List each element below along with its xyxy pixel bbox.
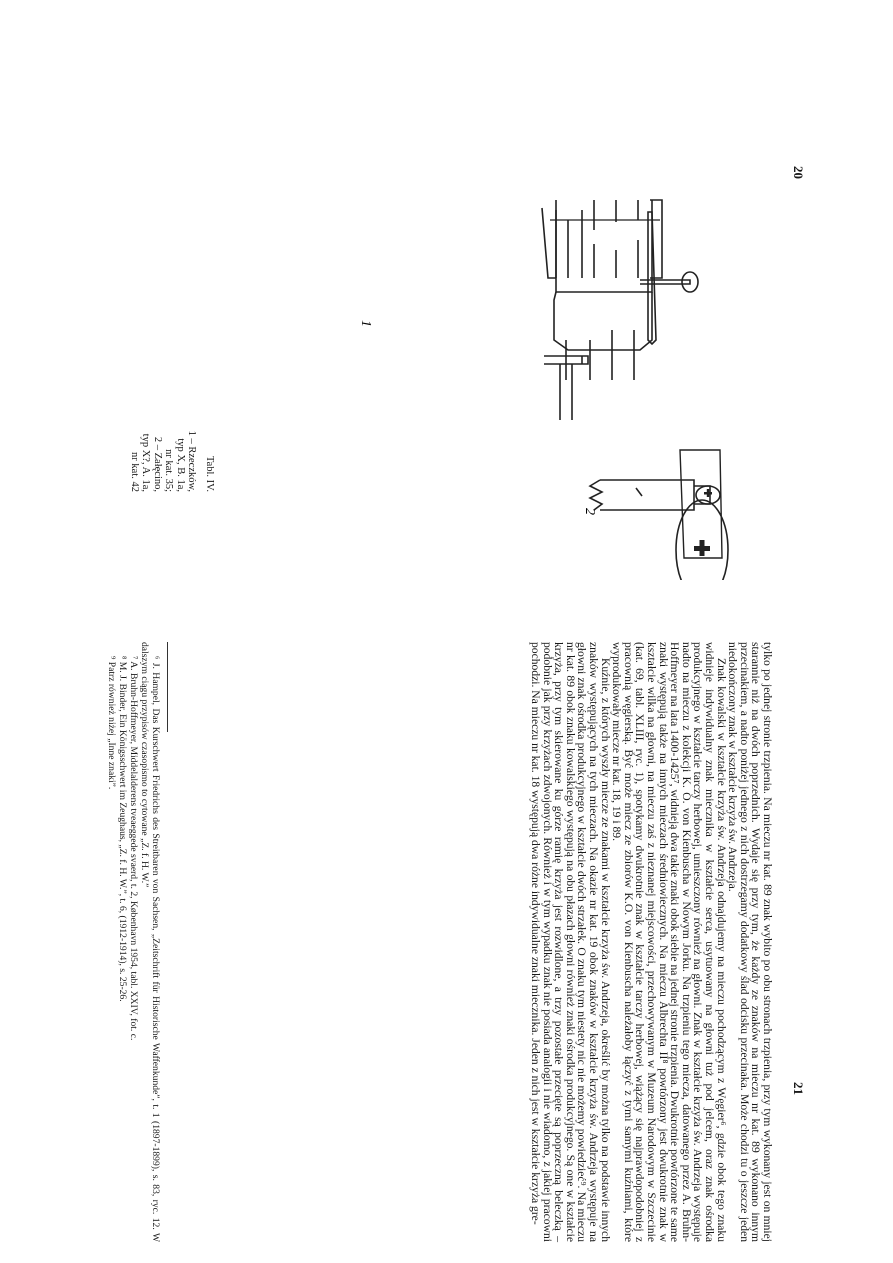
- caption-line: 1 – Rzeczków,: [186, 430, 198, 492]
- sword-plate-illustration: [350, 180, 730, 580]
- page-number-left: 20: [791, 166, 806, 179]
- footnotes: [106, 642, 168, 1242]
- body-paragraph: Kuźnie, z których wyszły miecze ze znakami w kształcie krzyża św. Andrzeja, określić by można tylko na podstawie innych znaków występujących na tych mieczach. Na okazie nr kat. 19 obok znaków w kształcie krzyża św. Andrzeja występuje na głowni znak ośrodka produkcyjnego w kształcie dwóch strzałek. O znaku tym niestety nic nie możemy powiedzieć⁹. Na mieczu nr kat. 89 obok znaku kowalskiego występują na obu płazach głowni również znaki ośrodka produkcyjnego. Są one w kształcie krzyża, przy tym skierowane ku górze ramię krzyża jest rozwidlone, a trzy pozostałe przecięte są poprzeczną beleczką – podobnie jak przy krzyżach zdwojonych. Również i w tym wypadku znak nie posiada analogii i nie wiadomo, z jakiej pracowni pochodzi. Na mieczu nr kat. 18 występują dwa różne indywidualne znaki miecznika. Jeden z nich jest w kształcie krzyża gre-: [529, 642, 612, 1242]
- body-paragraph: tylko po jednej stronie trzpienia. Na mieczu nr kat. 89 znak wybito po obu stronach trzpienia, przy tym wykonany jest on mniej starannie niż na dwóch poprzednich. Wydaje się przy tym, że każdy ze znaków na mieczu nr kat. 89 wykonano innym przecinakiem, a nadto poniżej jednego z nich dostrzegamy dodatkowy ślad odcisku przecinaka. Może chodzi tu o jeszcze jeden niedokończony znak w kształcie krzyża św. Andrzeja.: [726, 642, 774, 1242]
- caption-line: nr kat. 35;: [163, 449, 175, 492]
- figure-label-1: 1: [358, 320, 373, 327]
- plate-caption: [129, 372, 216, 492]
- page-number-right: 21: [791, 1082, 806, 1095]
- plate-caption-title: Tabl. IV.: [204, 455, 215, 492]
- caption-line: 2 – Załęcino,: [152, 436, 163, 492]
- caption-line: typ X?, A. 1a,: [140, 433, 152, 492]
- body-text: [530, 642, 773, 1242]
- caption-line: typ X, B. 1a,: [175, 438, 186, 492]
- footnote: ⁹ Patrz również niżej „Inne znaki”.: [106, 656, 117, 790]
- sword-2-drawing: [590, 450, 728, 580]
- body-paragraph: Znak kowalski w kształcie krzyża św. Andrzeja odnajdujemy na mieczu pochodzącym z Węgier⁶, gdzie obok tego znaku widnieje indywidualny znak miecznika w kształcie serca, usytuowany na głowni tuż pod jelcem, oraz znak ośrodka produkcyjnego w kształcie tarczy herbowej, umieszczony również na głowni. Znak w kształcie krzyża św. Andrzeja występuje nadto na mieczu z kolekcji K. O. von Kienbuscha w Nowym Jorku. Na trzpieniu tego miecza, datowanego przez A. Bruhn-Hoffmeyer na lata 1400-1425⁷, widnieją dwa takie znaki obok siebie na jednej stronie trzpienia. Dwukrotnie powtórzone te same znaki występują także na innych mieczach średniowiecznych. Na mieczu Albrechta II⁸ powtórzony jest dwukrotnie znak w kształcie wilka na głowni, na mieczu zaś z nieznanej miejscowości, przechowywanym w Muzeum Narodowym w Szczecinie (kat. 69, tabl. XLIII, ryc. 1), spotykamy dwukrotnie znak w kształcie tarczy herbowej, wiążący się najprawdopodobniej z pracownią węgierską. Być może miecz ze zbiorów K.O. von Kienbuscha należałoby łączyć z tymi samymi kuźniami, które wyprodukowały miecze nr kat. 18, 19 i 89.: [610, 642, 728, 1242]
- sword-1-drawing: [542, 200, 698, 420]
- footnote: ⁸ M. J. Binder, Ein Königsschwert im Zeughaus, „Z. f. H. W.”, t. 6, (1912-1914), s. 25-26.: [117, 656, 128, 1002]
- footnote: ⁶ J. Hampel, Das Kurschwert Friedrichs des Streitbaren von Sachsen, „Zeitschrift für Historische Waffenkunde”, t. 1 (1897-1899), s. 83, ryc. 12. W dalszym ciągu przypisów czasopismo to cytowane „Z. f. H. W.”: [139, 642, 161, 1242]
- footnote: ⁷ A. Bruhn-Hoffmeyer, Middelalderens tveaeggede svaerd, t. 2, København 1954, tabl. XXIV, fot. c.: [128, 656, 139, 1041]
- footnote-rule: [167, 642, 168, 732]
- figure-label-2: 2: [582, 508, 597, 515]
- caption-line: nr kat. 42: [129, 452, 140, 492]
